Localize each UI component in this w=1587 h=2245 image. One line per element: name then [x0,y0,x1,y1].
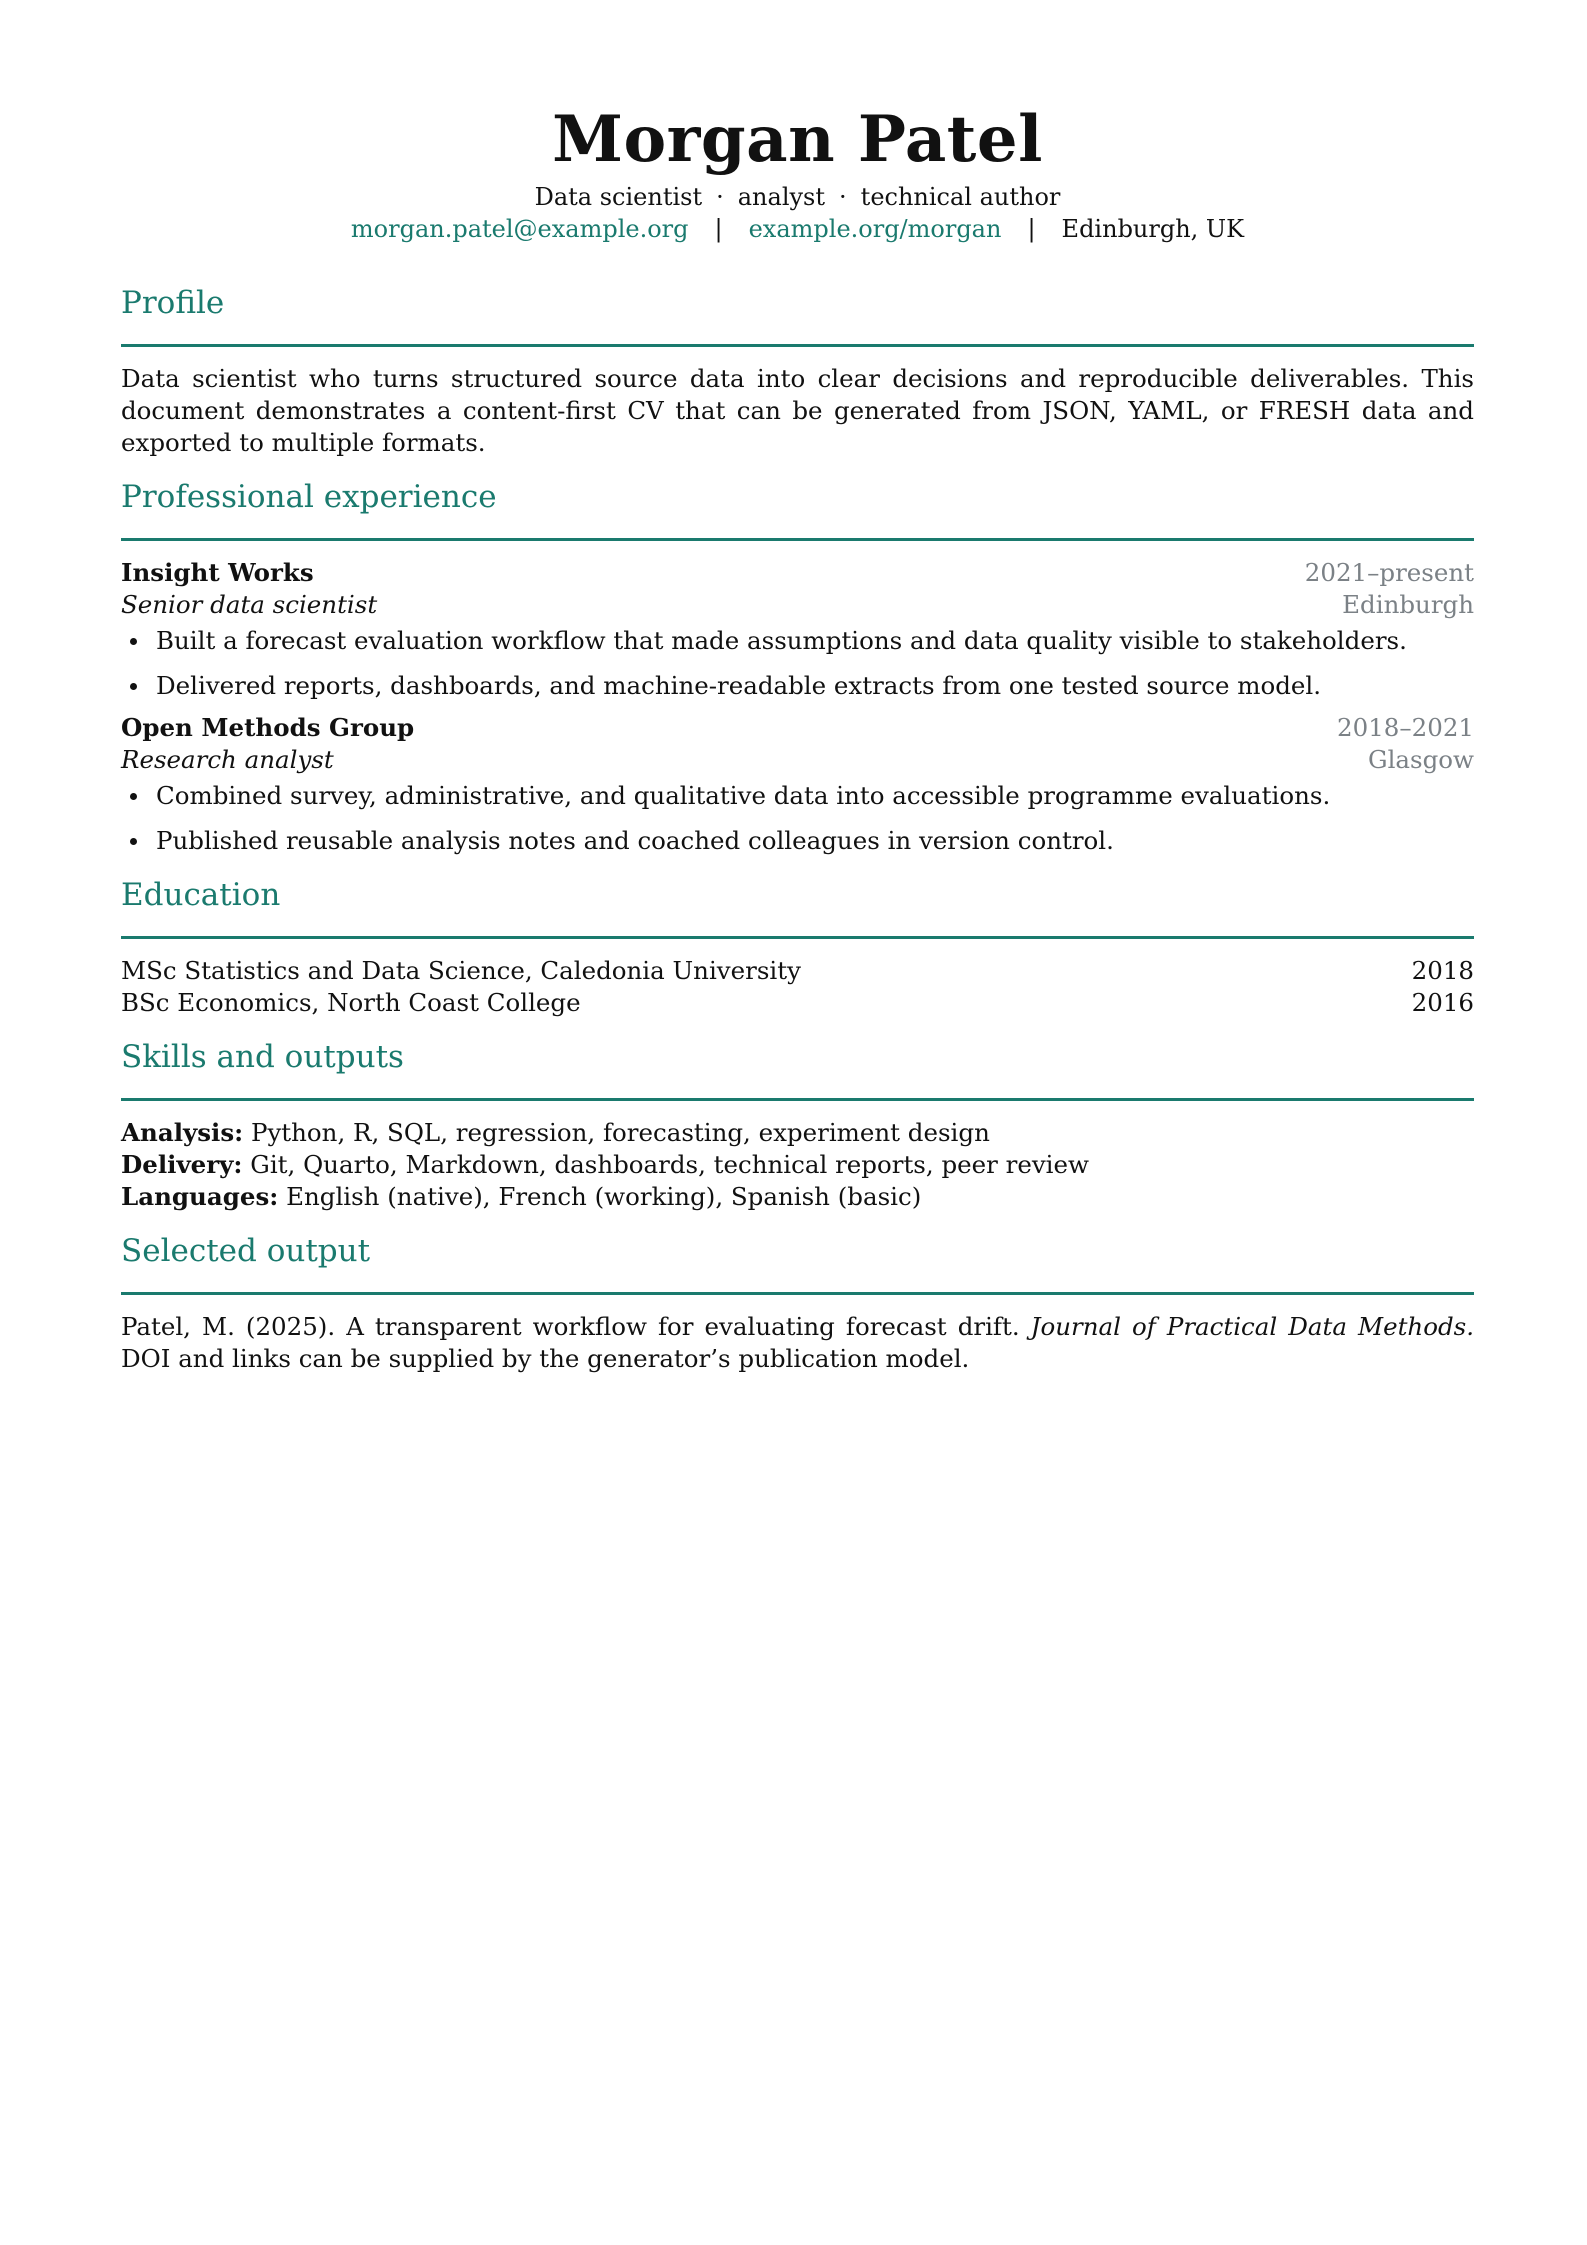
skills-section [121,1037,1474,1213]
degree-text: MSc Statistics and Data Science, Caledonia University [121,956,801,985]
list-item [121,780,1474,812]
section-title: Professional experience [121,479,497,515]
job-location: Edinburgh [1342,590,1474,619]
tagline-separator: · [839,183,847,211]
section-divider [121,344,1474,347]
skill-label: Languages: [121,1182,279,1211]
citation-note: DOI and links can be supplied by the generator’s publication model. [121,1344,970,1373]
profile-section [121,283,1474,459]
skill-value: Python, R, SQL, regression, forecasting, experiment design [250,1118,990,1147]
degree-year: 2016 [1411,988,1474,1017]
section-title: Education [121,877,281,913]
degree-text: BSc Economics, North Coast College [121,988,581,1017]
job-role: Research analyst [121,745,334,774]
output-section [121,1231,1474,1375]
job-subheader-row [121,589,1474,621]
bullet-icon [130,683,137,690]
skill-value: Git, Quarto, Markdown, dashboards, technical reports, peer review [250,1150,1089,1179]
job-location: Glasgow [1368,745,1474,774]
contact-separator: | [1027,215,1036,243]
contact-separator: | [714,215,723,243]
tagline-item: analyst [737,183,826,211]
tagline-item: technical author [860,183,1061,211]
job-bullets [121,625,1474,702]
bullet-text: Delivered reports, dashboards, and machine-readable extracts from one tested source model. [156,671,1322,700]
skill-row [121,1117,1474,1149]
organization-name: Open Methods Group [121,713,415,742]
skill-row [121,1181,1474,1213]
education-entry [121,955,1474,987]
job-dates: 2018–2021 [1337,713,1474,742]
section-divider [121,936,1474,939]
job-role: Senior data scientist [121,590,378,619]
job-entry [121,712,1474,857]
job-entry [121,557,1474,702]
cv-header [121,100,1474,245]
contact-line [121,213,1474,245]
skill-row [121,1149,1474,1181]
skill-value: English (native), French (working), Spanish (basic) [286,1182,922,1211]
section-divider [121,1292,1474,1295]
list-item [121,670,1474,702]
skill-label: Analysis: [121,1118,244,1147]
experience-section [121,477,1474,857]
job-header-row [121,557,1474,589]
tagline-item: Data scientist [534,183,703,211]
citation-text: Patel, M. (2025). A transparent workflow for evaluating forecast drift. [121,1312,1020,1341]
education-entry [121,987,1474,1019]
list-item [121,625,1474,657]
tagline [121,182,1474,213]
organization-name: Insight Works [121,558,314,587]
list-item [121,825,1474,857]
email-link[interactable]: morgan.patel@example.org [350,215,689,243]
person-name: Morgan Patel [552,102,1043,177]
section-title: Selected output [121,1233,371,1269]
degree-year: 2018 [1411,956,1474,985]
profile-text: Data scientist who turns structured source data into clear decisions and reproducible deliverables. This document demonstrates a content-first CV that can be generated from JSON, YAML, or FRESH data and exported to multiple formats. [121,364,1474,457]
website-link[interactable]: example.org/morgan [748,215,1002,243]
section-divider [121,1098,1474,1101]
bullet-text: Built a forecast evaluation workflow that made assumptions and data quality visible to stakeholders. [156,626,1407,655]
publication-citation [121,1311,1474,1375]
bullet-icon [130,793,137,800]
skill-label: Delivery: [121,1150,243,1179]
job-header-row [121,712,1474,744]
cv-content [121,100,1474,1375]
bullet-icon [130,638,137,645]
job-bullets [121,780,1474,857]
journal-name: Journal of Practical Data Methods. [1030,1312,1474,1341]
education-section [121,875,1474,1019]
location-text: Edinburgh, UK [1061,215,1245,243]
bullet-text: Published reusable analysis notes and coached colleagues in version control. [156,826,1114,855]
bullet-text: Combined survey, administrative, and qualitative data into accessible programme evaluations. [156,781,1331,810]
bullet-icon [130,838,137,845]
section-title: Skills and outputs [121,1039,404,1075]
job-subheader-row [121,744,1474,776]
section-title: Profile [121,285,225,321]
section-divider [121,538,1474,541]
tagline-separator: · [716,183,724,211]
job-dates: 2021–present [1304,558,1474,587]
